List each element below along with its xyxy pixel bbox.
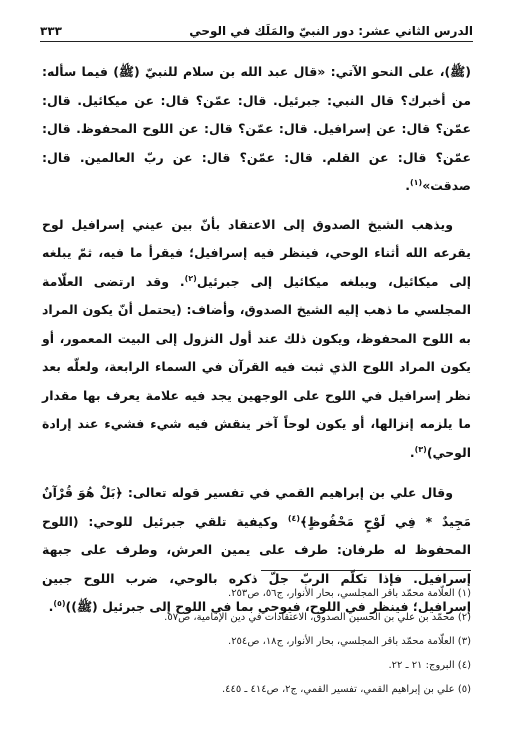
footnote-1: (١) العلّامة محمّد باقر المجلسي، بحار الأنوار، ج٥٦، ص٢٥٣.: [228, 588, 471, 599]
paragraph-3-text: وقال علي بن إبراهيم القمي في تفسير قوله تعالى: ﴿بَلْ هُوَ قُرْآنٌ مَجِيدٌ * فِي لَوْحٍ مَحْفُوظٍ﴾: [42, 485, 471, 529]
paragraph-1-text: (ﷺ)، على النحو الآتي: «قال عبد الله بن سلام للنبيّ (ﷺ) فيما سأله: من أخبرك؟ قال النبي: جبرئيل. قال: عمّن؟ قال: عن ميكائيل. قال: عمّن؟ قال: عن إسرافيل. قال: عمّن؟ قال: عن اللوح المحفوظ. قال: عمّن؟ قال: عن القلم. قال: عمّن؟ قال: عن ربّ العالمين. قال: صدقت»: [42, 64, 471, 193]
paragraph-1: (ﷺ)، على النحو الآتي: «قال عبد الله بن سلام للنبيّ (ﷺ) فيما سأله: من أخبرك؟ قال النبي: جبرئيل. قال: عمّن؟ قال: عن ميكائيل. قال: عمّن؟ قال: عن إسرافيل. قال: عمّن؟ قال: عن اللوح المحفوظ. قال: عمّن؟ قال: عن القلم. قال: عمّن؟ قال: عن ربّ العالمين. قال: صدقت»$^{(١)}$.: [42, 64, 471, 193]
paragraph-3-end: .: [48, 599, 54, 614]
footnote-5: (٥) علي بن إبراهيم القمي، تفسير القمي، ج٢، ص٤١٤ ـ ٤٤٥.: [221, 684, 471, 695]
footnote-ref-1: (١): [410, 177, 423, 187]
paragraph-2-text: ويذهب الشيخ الصدوق إلى الاعتقاد بأنّ بين عيني إسرافيل لوح يقرعه الله أثناء الوحي، فينظر فيه إسرافيل؛ فيقرأ ما فيه، ثمّ يبلغه إلى ميكائيل، ويبلغه ميكائيل إلى جبرئيل: [42, 216, 472, 289]
footnote-divider: [261, 570, 471, 571]
footnote-2: (٢) محمّد بن علي بن الحسين الصدوق، الاعتقادات في دين الإمامية، ص٥٧.: [164, 612, 471, 623]
paragraph-3-continuation: وكيفية تلقي جبرئيل للوحي: (اللوح المحفوظ له طرفان: طرف على يمين العرش، وطرف على جبهة إسرافيل. فإذا تكلّم الربّ جلّ ذكره بالوحي، ضرب اللوح جبين إسرافيل؛ فينظر في اللوح، فيوحي بما في اللوح إلى جبرئيل (ﷺ)): [42, 513, 471, 614]
footnote-3: (٣) العلّامة محمّد باقر المجلسي، بحار الأنوار، ج١٨، ص٢٥٤.: [228, 636, 471, 647]
footnote-ref-2: (٢): [184, 273, 197, 283]
paragraph-2-continuation: . وقد ارتضى العلّامة المجلسي ما ذهب إليه الشيخ الصدوق، وأضاف: (يحتمل أنّ يكون المراد به اللوح المحفوظ، ويكون ذلك عند أول النزول إلى البيت المعمور، أو يكون المراد اللوح الذي ثبت فيه القرآن في السماء الرابعة، ولعلّه بعد نظر إسرافيل في اللوح على الوجهين يجد فيه علامة يعرف بها مقدار ما يلزمه إنزالها، أو يكون لوحاً آخر ينقش فيه شيء فشيء عند إرادة الوحي): [42, 273, 471, 460]
paragraph-2: ويذهب الشيخ الصدوق إلى الاعتقاد بأنّ بين عيني إسرافيل لوح يقرعه الله أثناء الوحي، فينظر فيه إسرافيل؛ فيقرأ ما فيه، ثمّ يبلغه إلى ميكائيل، ويبلغه ميكائيل إلى جبرئيل$^{(٢)}$. وقد ارتضى العلّامة المجلسي ما ذهب إليه الشيخ الصدوق، وأضاف: (يحتمل أنّ يكون المراد به اللوح المحفوظ، ويكون ذلك عند أول النزول إلى البيت المعمور، أو يكون المراد اللوح الذي ثبت فيه القرآن في السماء الرابعة، ولعلّه بعد نظر إسرافيل في اللوح على الوجهين يجد فيه علامة يعرف بها مقدار ما يلزمه إنزالها، أو يكون لوحاً آخر ينقش فيه شيء فشيء عند إرادة الوحي)$^{(٣)}$.: [42, 216, 472, 460]
footnote-4: (٤) البروج: ٢١ ـ ٢٢.: [388, 660, 471, 671]
footnote-ref-3: (٣): [414, 444, 427, 454]
footnote-ref-4: (٤): [287, 513, 301, 523]
page-header: [40, 16, 473, 38]
header-divider: [40, 41, 473, 42]
footnotes: [42, 582, 471, 702]
page-number: ٣٣٣: [40, 24, 62, 38]
main-text: [42, 58, 471, 634]
footnote-ref-5: (٥): [53, 598, 66, 608]
running-title: الدرس الثاني عشر: دور النبيّ والمَلَك في الوحي: [189, 24, 473, 38]
